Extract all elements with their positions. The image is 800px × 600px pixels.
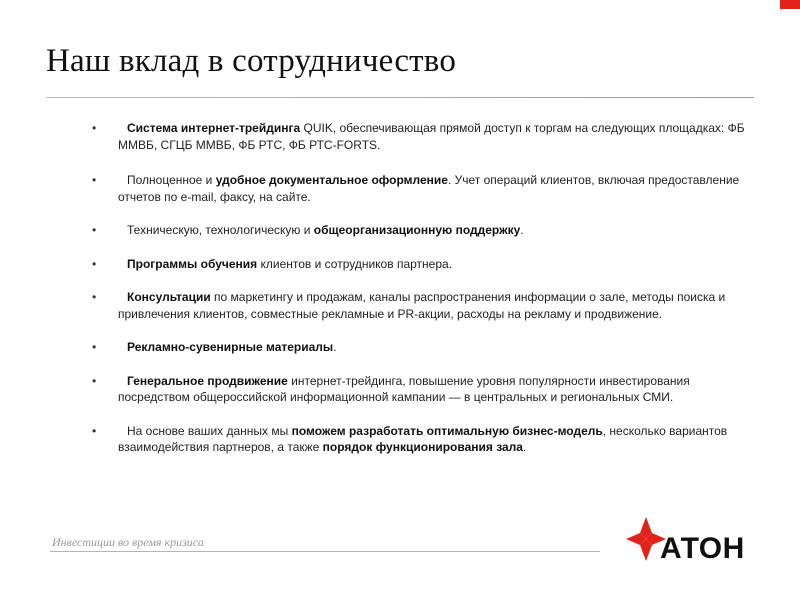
bullet-item: [92, 222, 752, 239]
bullet-text: интернет-трейдинга, повышение уровня популярности инвестирования посредством общероссийской информационной кампании — в центральных и региональных СМИ.: [118, 373, 690, 404]
bullet-emphasis: общеорганизационную поддержку: [313, 223, 521, 237]
bullet-text: Полноценное и: [127, 173, 216, 187]
bullet-emphasis: порядок функционирования зала: [322, 440, 523, 454]
bullet-item: [92, 256, 752, 273]
bullet-text: Техническую, технологическую и: [127, 223, 314, 237]
title-divider: [46, 97, 754, 98]
bullet-item: [92, 120, 752, 153]
bullet-emphasis: Рекламно-сувенирные материалы: [127, 340, 334, 354]
bullet-item: [92, 172, 752, 205]
bullet-text: , несколько вариантов взаимодействия партнеров, а также: [118, 423, 728, 454]
bullet-item: [92, 289, 752, 322]
footer-divider: [50, 551, 600, 552]
bullet-emphasis: Генеральное продвижение: [127, 373, 288, 388]
bullet-text: по маркетингу и продажам, каналы распространения информации о зале, методы поиска и привлечения клиентов, совместные рекламные и PR-акции, расходы на рекламу и продвижение.: [118, 290, 726, 321]
bullet-text: На основе ваших данных мы: [127, 423, 292, 438]
bullet-text: . Учет операций клиентов, включая предоставление отчетов по e-mail, факсу, на сайте.: [118, 173, 740, 204]
bullet-list: [92, 120, 752, 456]
bullet-text: QUIK, обеспечивающая прямой доступ к торгам на следующих площадках: ФБ ММВБ, СГЦБ ММВБ, ФБ РТС, ФБ РТС-FORTS.: [118, 121, 745, 152]
bullet-text: .: [522, 440, 527, 454]
corner-accent: [780, 0, 800, 9]
bullet-text: клиентов и сотрудников партнера.: [257, 256, 453, 271]
bullet-emphasis: удобное документальное оформление: [215, 173, 448, 187]
bullet-text: .: [333, 340, 337, 354]
bullet-item: [92, 339, 752, 356]
bullet-text: .: [520, 223, 524, 237]
bullet-item: [92, 423, 752, 456]
bullet-item: [92, 373, 752, 406]
bullet-emphasis: Система интернет-трейдинга: [127, 121, 301, 135]
footer-caption: Инвестиции во время кризиса: [52, 535, 204, 549]
bullet-emphasis: Консультации: [127, 290, 211, 304]
brand-wordmark: АТОН: [660, 532, 745, 565]
bullet-emphasis: Программы обучения: [127, 256, 258, 271]
bullet-emphasis: поможем разработать оптимальную бизнес-модель: [291, 423, 603, 438]
slide-title: Наш вклад в сотрудничество: [46, 43, 457, 79]
